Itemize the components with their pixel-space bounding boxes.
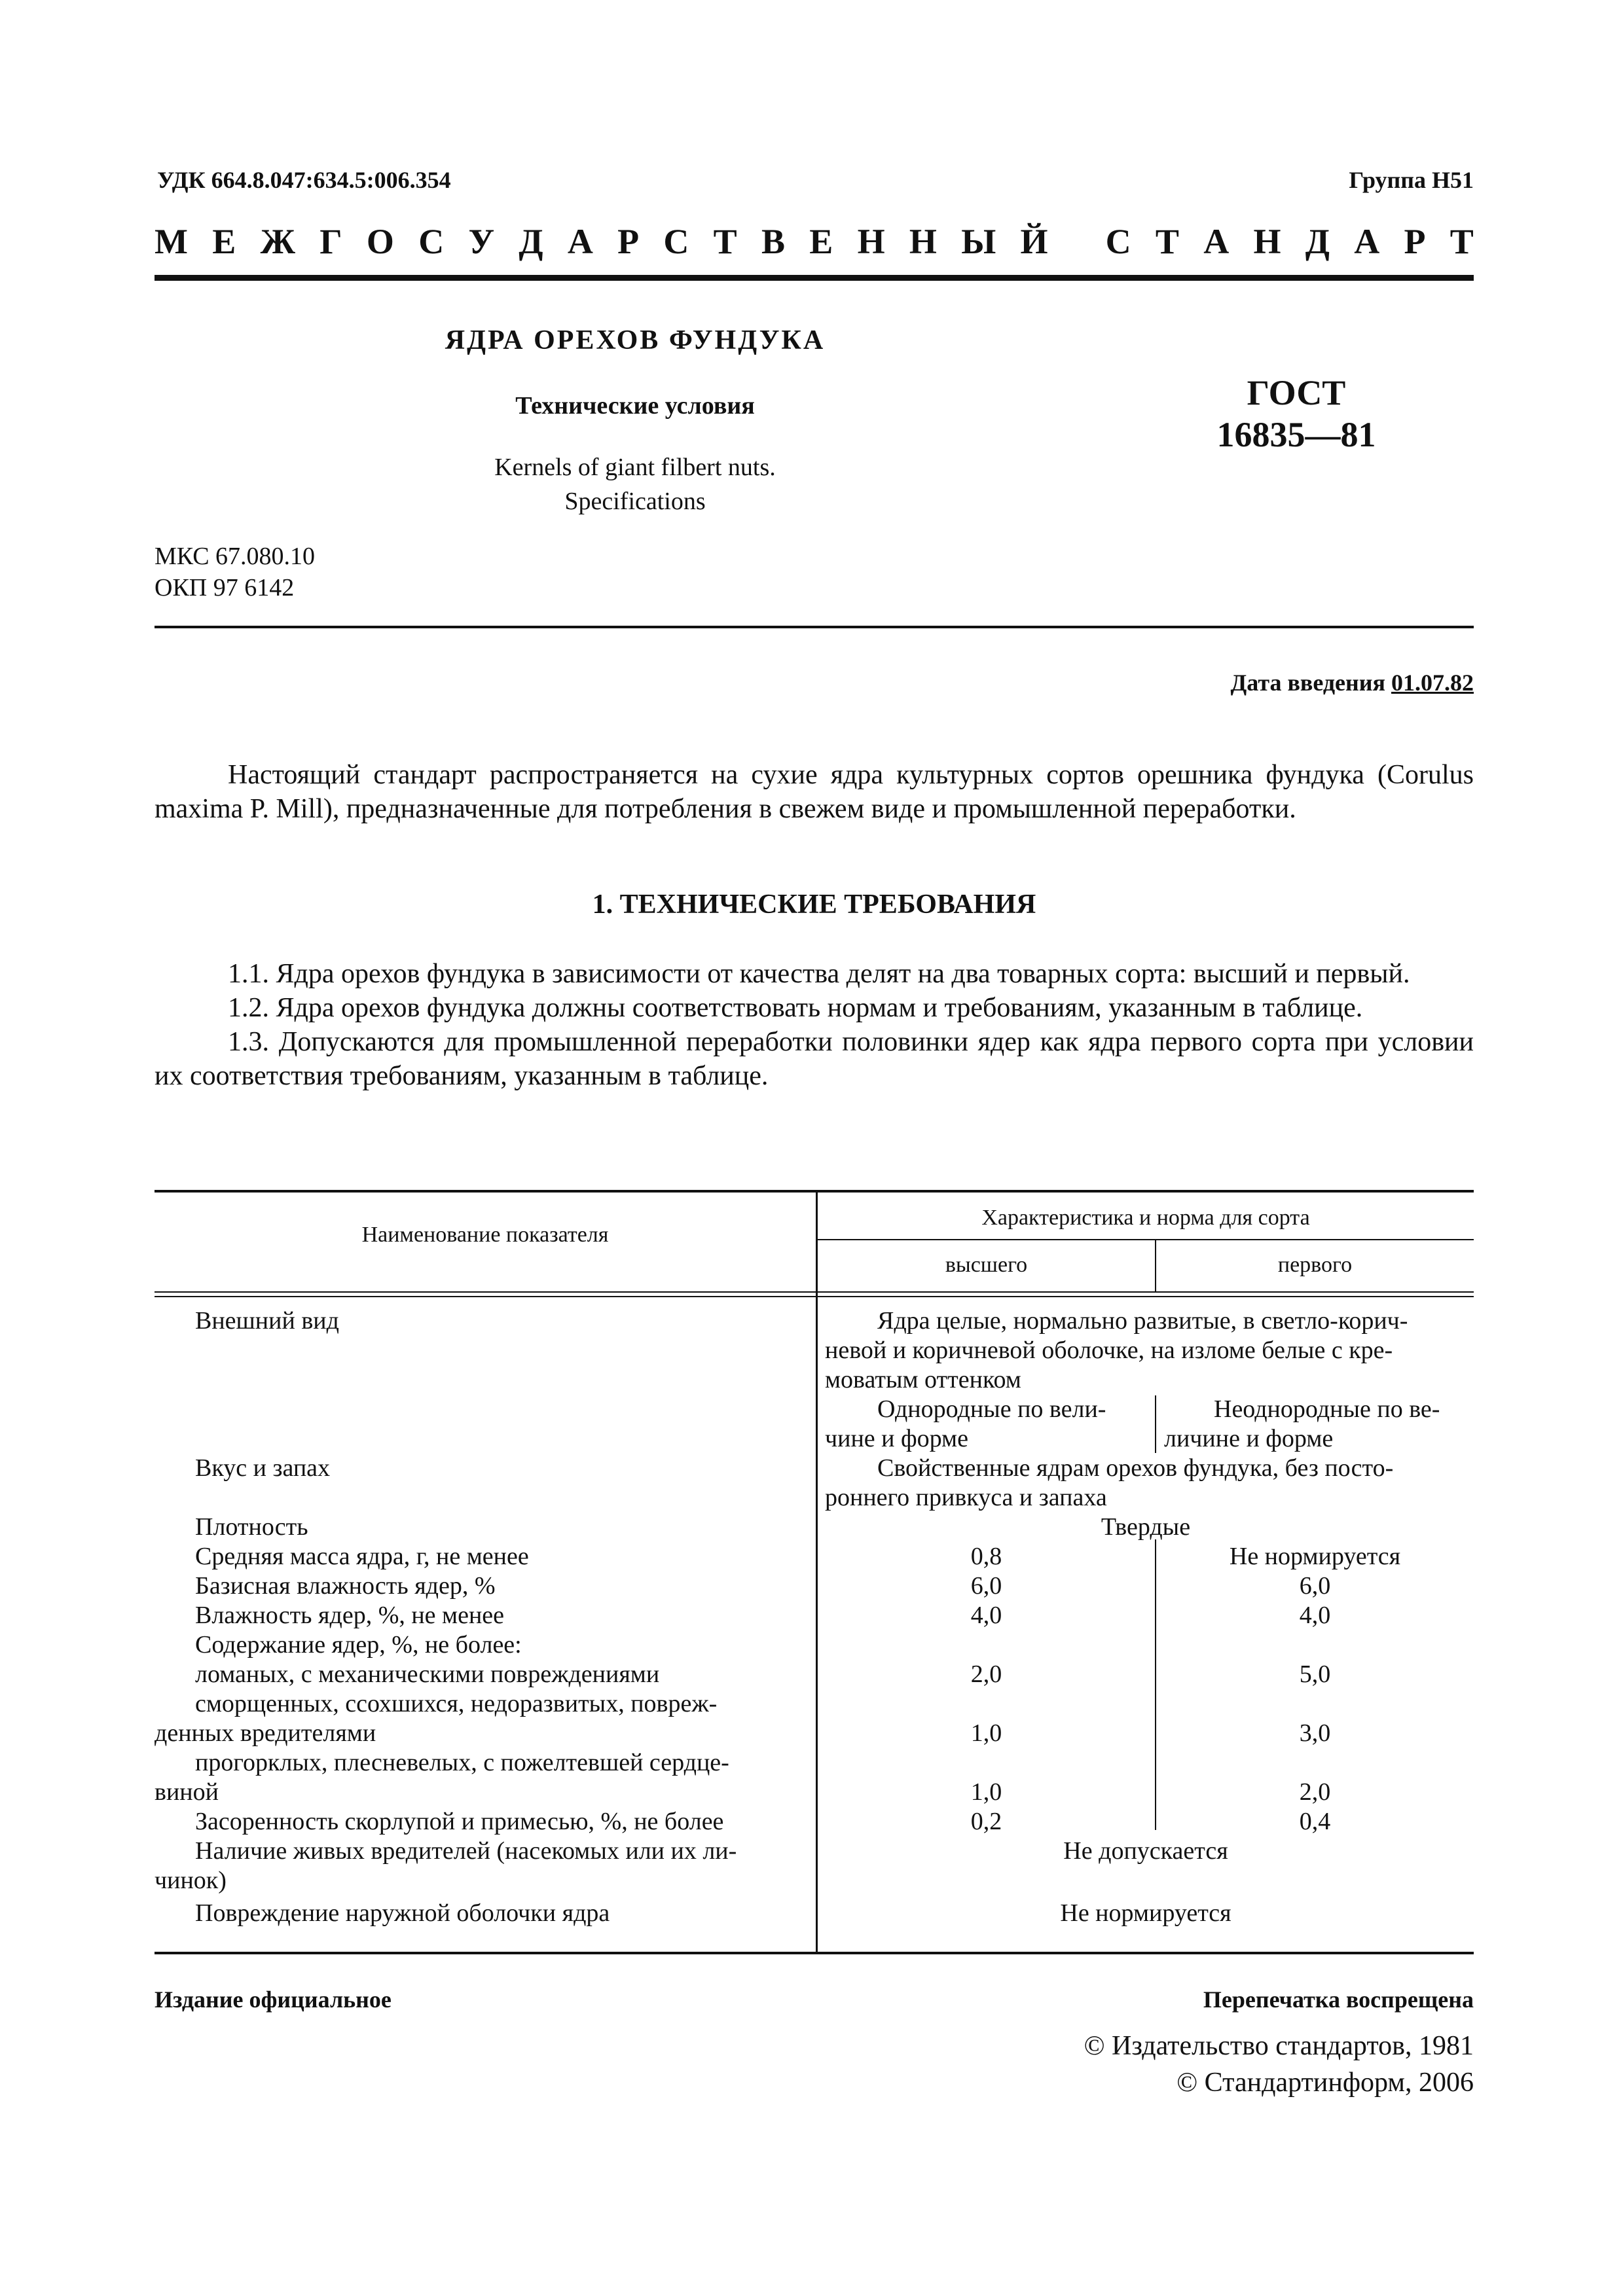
reprint-notice: Перепечатка воспрещена bbox=[1203, 1986, 1474, 2013]
shriveled-name-line1: сморщенных, ссохшихся, недоразвитых, повреж- bbox=[195, 1690, 718, 1717]
copyright-2006: © Стандартинформ, 2006 bbox=[1176, 2068, 1474, 2098]
heading-letter: С bbox=[663, 222, 689, 261]
appearance-high-line2: чине и форме bbox=[825, 1425, 968, 1452]
heading-letter: В bbox=[761, 222, 786, 261]
row-taste-name: Вкус и запах bbox=[195, 1454, 331, 1482]
row-shriveled-high: 1,0 bbox=[970, 1719, 1002, 1747]
row-base-moisture-first: 6,0 bbox=[1299, 1572, 1331, 1600]
row-moisture-high: 4,0 bbox=[970, 1602, 1002, 1629]
heading-letter: А bbox=[1203, 222, 1230, 261]
table-head-rule-1 bbox=[155, 1291, 1474, 1293]
table-top-rule bbox=[155, 1190, 1474, 1193]
row-density-value: Твердые bbox=[1101, 1513, 1191, 1541]
heading-letter: С bbox=[1105, 222, 1131, 261]
clause-1-1: 1.1. Ядра орехов фундука в зависимости от качества делят на два товарных сорта: высший и первый. bbox=[228, 959, 1410, 989]
taste-line2: роннего привкуса и запаха bbox=[825, 1484, 1107, 1511]
heading-letter: Г bbox=[319, 222, 342, 261]
heading-letter: Д bbox=[519, 222, 543, 261]
english-title-line1: Kernels of giant filbert nuts. bbox=[494, 454, 776, 481]
row-content-name: Содержание ядер, %, не более: bbox=[195, 1631, 522, 1659]
document-subtitle: Технические условия bbox=[515, 392, 755, 420]
appearance-common-line2: невой и коричневой оболочке, на изломе белые с кре- bbox=[825, 1336, 1393, 1364]
appearance-high-line1: Однородные по вели- bbox=[877, 1395, 1106, 1423]
copyright-1981: © Издательство стандартов, 1981 bbox=[1084, 2031, 1474, 2061]
clause-1-2: 1.2. Ядра орехов фундука должны соответствовать нормам и требованиям, указанным в таблице. bbox=[228, 993, 1363, 1023]
gost-label: ГОСТ bbox=[1247, 373, 1346, 412]
heading-letter: Ы bbox=[961, 222, 996, 261]
heading-letter: Н bbox=[857, 222, 885, 261]
row-mass-first: Не нормируется bbox=[1229, 1543, 1401, 1570]
row-damage-name: Повреждение наружной оболочки ядра bbox=[195, 1899, 610, 1927]
row-pests-value: Не допускается bbox=[1063, 1837, 1228, 1865]
pests-name-line2: чинок) bbox=[155, 1867, 227, 1894]
appearance-common-line3: моватым оттенком bbox=[825, 1366, 1021, 1393]
heading-letter: А bbox=[1354, 222, 1380, 261]
english-title bbox=[340, 450, 930, 518]
date-value: 01.07.82 bbox=[1391, 670, 1474, 696]
heading-letter: Д bbox=[1305, 222, 1330, 261]
heading-letter: О bbox=[366, 222, 394, 261]
heading-letter: С bbox=[418, 222, 445, 261]
header-grade-group: Характеристика и норма для сорта bbox=[981, 1206, 1310, 1230]
intro-text: Настоящий стандарт распространяется на сухие ядра культурных сортов орешника фундука (Corulus maxima P. Mill), предназначенные для потребления в свежем виде и промышленной переработки. bbox=[155, 760, 1474, 824]
heading-letter: М bbox=[155, 222, 188, 261]
group-code: Группа Н51 bbox=[1349, 167, 1474, 193]
table-bottom-rule bbox=[155, 1952, 1474, 1954]
official-edition: Издание официальное bbox=[155, 1986, 392, 2013]
udk-code: УДК 664.8.047:634.5:006.354 bbox=[157, 167, 451, 193]
row-damage-value: Не нормируется bbox=[1060, 1899, 1231, 1927]
heading-letter: Е bbox=[212, 222, 236, 261]
row-pests-name bbox=[155, 1837, 803, 1895]
heading-letter: Т bbox=[713, 222, 737, 261]
clause-1-3: 1.3. Допускаются для промышленной переработки половинки ядер как ядра первого сорта при условии их соответствия требованиям, указанным в таблице. bbox=[155, 1027, 1474, 1091]
date-label: Дата введения bbox=[1230, 670, 1385, 696]
english-title-line2: Specifications bbox=[564, 488, 706, 515]
row-appearance-common bbox=[825, 1306, 1473, 1395]
rancid-name-line2: виной bbox=[155, 1778, 219, 1806]
table-group-rule bbox=[816, 1239, 1474, 1240]
heading-letter: А bbox=[567, 222, 593, 261]
row-broken-name: ломаных, с механическими повреждениями bbox=[195, 1660, 660, 1688]
appearance-common-line1: Ядра целые, нормально развитые, в светло-корич- bbox=[877, 1307, 1408, 1335]
row-shell-name: Засоренность скорлупой и примесью, %, не более bbox=[195, 1808, 724, 1835]
gost-designation bbox=[1165, 372, 1427, 456]
gost-number: 16835—81 bbox=[1216, 415, 1376, 454]
appearance-first-line2: личине и форме bbox=[1164, 1425, 1334, 1452]
appearance-first-line1: Неоднородные по ве- bbox=[1214, 1395, 1440, 1423]
classification-codes bbox=[155, 541, 315, 603]
row-base-moisture-name: Базисная влажность ядер, % bbox=[195, 1572, 496, 1600]
row-rancid-first: 2,0 bbox=[1299, 1778, 1331, 1806]
heading-letter: Й bbox=[1020, 222, 1048, 261]
header-rule bbox=[155, 275, 1474, 281]
heading-letter bbox=[1072, 221, 1082, 262]
mks-code: МКС 67.080.10 bbox=[155, 543, 316, 570]
header-grade-first: первого bbox=[1277, 1253, 1353, 1277]
table-divider-appearance bbox=[1155, 1395, 1156, 1453]
row-mass-name: Средняя масса ядра, г, не менее bbox=[195, 1543, 529, 1570]
row-rancid-name bbox=[155, 1748, 803, 1807]
standard-type-heading bbox=[155, 221, 1474, 262]
row-shriveled-name bbox=[155, 1689, 803, 1748]
row-appearance-name: Внешний вид bbox=[195, 1307, 339, 1335]
table-head-rule-2 bbox=[155, 1296, 1474, 1297]
row-broken-first: 5,0 bbox=[1299, 1660, 1331, 1688]
header-indicator-name: Наименование показателя bbox=[361, 1223, 609, 1247]
row-shriveled-first: 3,0 bbox=[1299, 1719, 1331, 1747]
heading-letter: Р bbox=[1404, 222, 1426, 261]
row-broken-high: 2,0 bbox=[970, 1660, 1002, 1688]
row-appearance-high bbox=[825, 1395, 1146, 1454]
row-moisture-first: 4,0 bbox=[1299, 1602, 1331, 1629]
row-appearance-first bbox=[1164, 1395, 1473, 1454]
row-mass-high: 0,8 bbox=[970, 1543, 1002, 1570]
row-taste-value bbox=[825, 1454, 1473, 1513]
shriveled-name-line2: денных вредителями bbox=[155, 1719, 376, 1747]
rancid-name-line1: прогорклых, плесневелых, с пожелтевшей сердце- bbox=[195, 1749, 729, 1776]
heading-letter: Е bbox=[809, 222, 833, 261]
introduction-date bbox=[1231, 669, 1474, 696]
document-title: ЯДРА ОРЕХОВ ФУНДУКА bbox=[445, 325, 826, 355]
row-base-moisture-high: 6,0 bbox=[970, 1572, 1002, 1600]
heading-letter: Т bbox=[1155, 222, 1179, 261]
row-moisture-name: Влажность ядер, %, не менее bbox=[195, 1602, 505, 1629]
section-heading: 1. ТЕХНИЧЕСКИЕ ТРЕБОВАНИЯ bbox=[592, 889, 1036, 920]
taste-line1: Свойственные ядрам орехов фундука, без посто- bbox=[877, 1454, 1394, 1482]
heading-letter: Н bbox=[1253, 222, 1281, 261]
intro-paragraph bbox=[155, 758, 1474, 826]
row-shell-high: 0,2 bbox=[970, 1808, 1002, 1835]
heading-letter: Н bbox=[909, 222, 937, 261]
title-rule bbox=[155, 626, 1474, 628]
heading-letter: Ж bbox=[260, 222, 295, 261]
row-rancid-high: 1,0 bbox=[970, 1778, 1002, 1806]
header-grade-high: высшего bbox=[945, 1253, 1028, 1277]
pests-name-line1: Наличие живых вредителей (насекомых или их ли- bbox=[195, 1837, 737, 1865]
heading-letter: Т bbox=[1450, 222, 1474, 261]
row-shell-first: 0,4 bbox=[1299, 1808, 1331, 1835]
section-paragraphs bbox=[155, 957, 1474, 1093]
row-density-name: Плотность bbox=[195, 1513, 308, 1541]
heading-letter: У bbox=[468, 222, 495, 261]
heading-letter: Р bbox=[617, 222, 640, 261]
okp-code: ОКП 97 6142 bbox=[155, 574, 295, 601]
